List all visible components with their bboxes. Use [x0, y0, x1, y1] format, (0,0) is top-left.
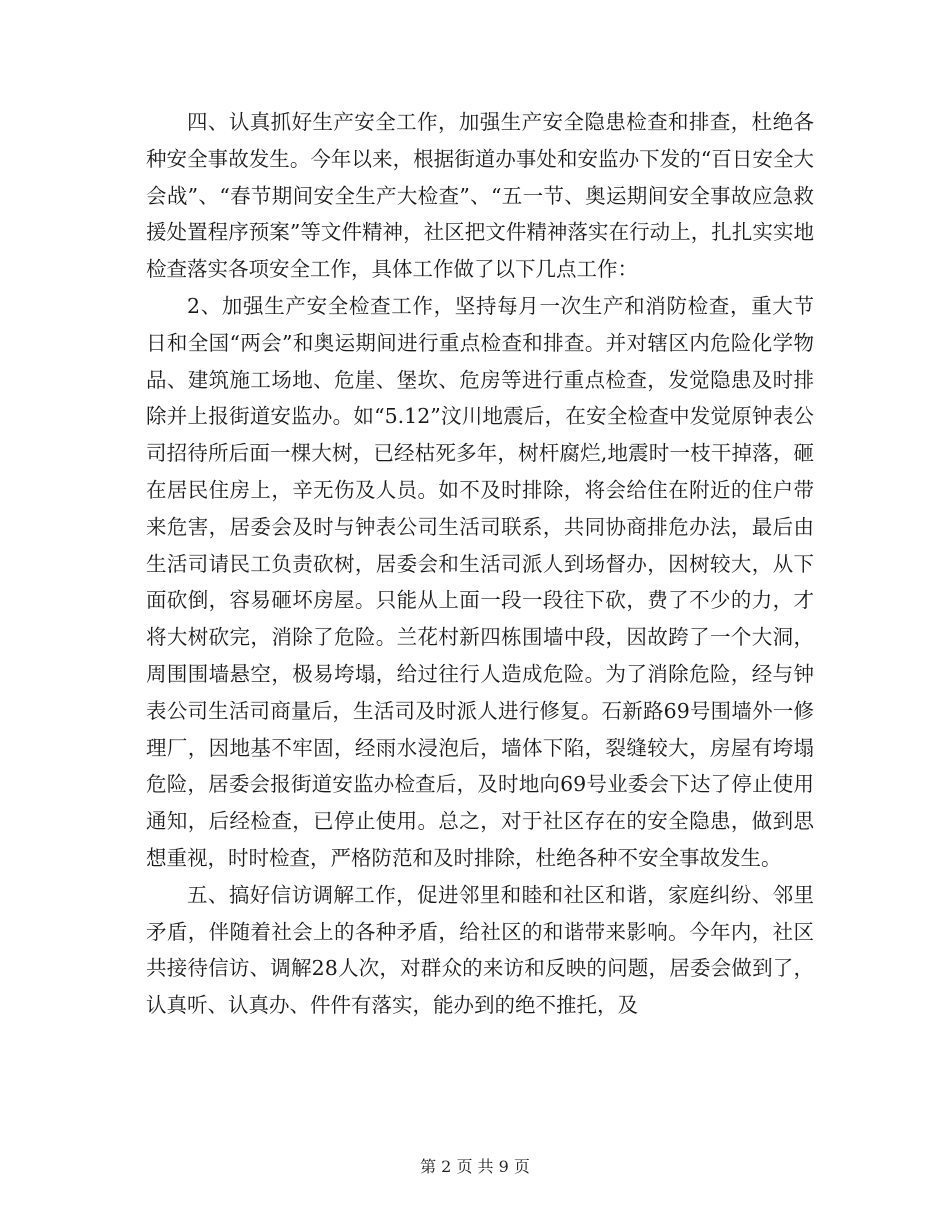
paragraph-section-five: 五、搞好信访调解工作，促进邻里和睦和社区和谐，家庭纠纷、邻里矛盾，伴随着社会上的各种矛盾，给社区的和谐带来影响。今年内，社区共接待信访、调解28人次，对群众的来访和反映的问题，居委会做到了，认真听、认真办、件件有落实，能办到的绝不推托，及	[146, 882, 814, 1018]
page-footer: 第 2 页 共 9 页	[420, 1157, 530, 1176]
document-body	[146, 104, 814, 1024]
paragraph-section-four: 四、认真抓好生产安全工作，加强生产安全隐患检查和排查，杜绝各种安全事故发生。今年以来，根据街道办事处和安监办下发的“百日安全大会战”、“春节期间安全生产大检查”、“五一节、奥运期间安全事故应急救援处置程序预案”等文件精神，社区把文件精神落实在行动上，扎扎实实地检查落实各项安全工作，具体工作做了以下几点工作：	[146, 110, 814, 282]
paragraph-item-two: 2、加强生产安全检查工作，坚持每月一次生产和消防检查，重大节日和全国“两会”和奥运期间进行重点检查和排查。并对辖区内危险化学物品、建筑施工场地、危崖、堡坎、危房等进行重点检查，发觉隐患及时排除并上报街道安监办。如“5.12”汶川地震后，在安全检查中发觉原钟表公司招待所后面一棵大树，已经枯死多年，树杆腐烂,地震时一枝干掉落，砸在居民住房上，辛无伤及人员。如不及时排除，将会给住在附近的住户带来危害，居委会及时与钟表公司生活司联系，共同协商排危办法，最后由生活司请民工负责砍树，居委会和生活司派人到场督办，因树较大，从下面砍倒，容易砸坏房屋。只能从上面一段一段往下砍，费了不少的力，才将大树砍完，消除了危险。兰花村新四栋围墙中段，因故跨了一个大洞，周围围墙悬空，极易垮塌，给过往行人造成危险。为了消除危险，经与钟表公司生活司商量后，生活司及时派人进行修复。石新路69号围墙外一修理厂，因地基不牢固，经雨水浸泡后，墙体下陷，裂缝较大，房屋有垮塌危险，居委会报街道安监办检查后，及时地向69号业委会下达了停止使用通知，后经检查，已停止使用。总之，对于社区存在的安全隐患，做到思想重视，时时检查，严格防范和及时排除，杜绝各种不安全事故发生。	[146, 293, 814, 870]
